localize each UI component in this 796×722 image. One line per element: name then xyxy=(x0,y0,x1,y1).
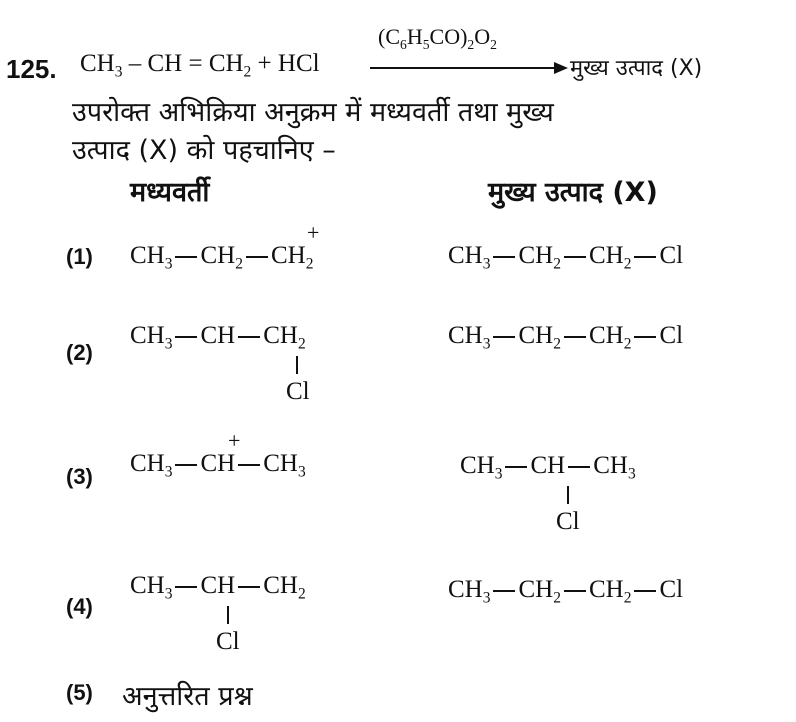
option-2-branch-bond xyxy=(296,356,298,374)
reaction-reactants: $CH_3$ – CH = $CH_2$ + HCl xyxy=(80,50,320,81)
reaction-product-label: मुख्य उत्पाद (X) xyxy=(570,56,703,81)
reaction-arrow-head xyxy=(554,62,568,74)
option-5-text: अनुत्तरित प्रश्न xyxy=(122,681,253,712)
option-3-label: (3) xyxy=(66,464,93,489)
reaction-arrow xyxy=(370,67,556,69)
option-2-intermediate: $CH_3$ CH $CH_2$ xyxy=(130,322,306,353)
option-4-intermediate: $CH_3$ CH $CH_2$ xyxy=(130,572,306,603)
reaction-reagent: $(C_6H_5CO)_2O_2$ xyxy=(378,24,497,52)
option-2-label: (2) xyxy=(66,340,93,365)
column-heading-intermediate: मध्यवर्ती xyxy=(130,177,210,208)
option-3-branch-bond xyxy=(567,486,569,504)
option-3-positive-charge: + xyxy=(228,428,241,453)
option-3-intermediate: $CH_3$ CH $CH_3$ xyxy=(130,450,306,481)
option-1-positive-charge: + xyxy=(307,220,320,245)
option-2-branch-cl: Cl xyxy=(286,378,310,405)
option-1-intermediate: $CH_3$ $CH_2$ $CH_2$ xyxy=(130,242,314,273)
option-3-branch-cl: Cl xyxy=(556,508,580,535)
question-text-line2: उत्पाद (X) को पहचानिए – xyxy=(72,135,336,166)
option-4-label: (4) xyxy=(66,594,93,619)
option-1-label: (1) xyxy=(66,244,93,269)
option-4-branch-cl: Cl xyxy=(216,628,240,655)
option-1-product: $CH_3$ $CH_2$ $CH_2$ Cl xyxy=(448,242,684,273)
question-text-line1: उपरोक्त अभिक्रिया अनुक्रम में मध्यवर्ती तथा मुख्य xyxy=(72,97,554,128)
column-heading-product: मुख्य उत्पाद (X) xyxy=(488,177,658,208)
option-5-label: (5) xyxy=(66,680,93,705)
option-3-product: $CH_3$ CH $CH_3$ xyxy=(460,452,636,483)
option-4-product: $CH_3$ $CH_2$ $CH_2$ Cl xyxy=(448,576,684,607)
option-4-branch-bond xyxy=(227,606,229,624)
question-number: 125. xyxy=(6,54,57,84)
option-2-product: $CH_3$ $CH_2$ $CH_2$ Cl xyxy=(448,322,684,353)
